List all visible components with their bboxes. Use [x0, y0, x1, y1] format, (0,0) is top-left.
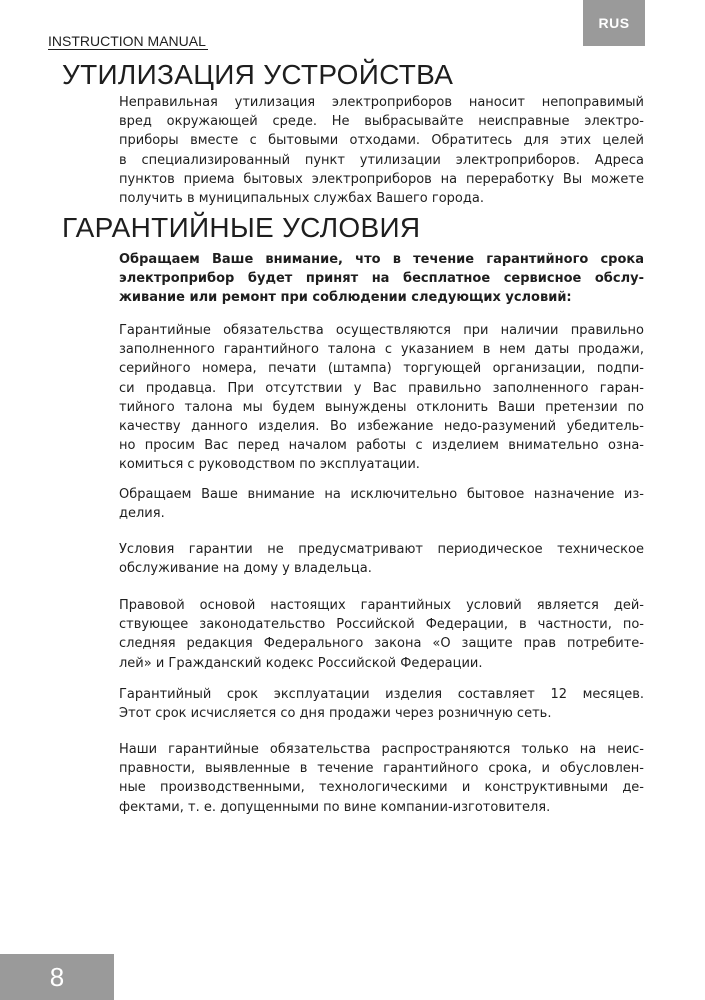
page-number: 8	[0, 954, 114, 1000]
text-line: Неправильная утилизация электроприборов наносит непоправимый	[119, 95, 644, 110]
text-line: Гарантийный срок эксплуатации изделия составляет 12 месяцев.	[119, 687, 644, 702]
text-line: Обращаем Ваше внимание, что в течение гарантийного срока	[119, 252, 644, 267]
warranty-intro	[119, 250, 644, 308]
text-line: приборы вместе с бытовыми отходами. Обратитесь для этих целей	[119, 133, 644, 149]
text-line: Гарантийные обязательства осуществляются при наличии правильно	[119, 323, 644, 338]
warranty-heading: ГАРАНТИЙНЫЕ УСЛОВИЯ	[62, 212, 421, 243]
text-line: заполненного гарантийного талона с указанием в нем даты продажи,	[119, 342, 644, 358]
text-line: тийного талона мы будем вынуждены отклонить Ваши претензии по	[119, 399, 644, 415]
text-line: Наши гарантийные обязательства распространяются только на неис-	[119, 742, 644, 757]
disposal-heading: УТИЛИЗАЦИЯ УСТРОЙСТВА	[62, 59, 454, 90]
text-line: комиться с руководством по эксплуатации.	[119, 457, 420, 473]
manual-label: INSTRUCTION MANUAL	[48, 33, 206, 49]
text-line: ствующее законодательство Российской Федерации, в частности, по-	[119, 617, 644, 633]
text-line: вред окружающей среде. Не выбрасывайте неисправные электро-	[119, 114, 644, 130]
text-line: серийного номера, печати (штампа) торгующей организации, подпи-	[119, 361, 644, 377]
text-line: пунктов приема бытовых электроприборов на переработку Вы можете	[119, 171, 644, 187]
warranty-paragraph-scope	[119, 740, 644, 817]
text-line: получить в муниципальных службах Вашего города.	[119, 190, 484, 206]
warranty-paragraph-household	[119, 485, 644, 523]
text-line: си продавца. При отсутствии у Вас правильно заполненного гаран-	[119, 380, 644, 396]
text-line: фектами, т. е. допущенными по вине компании-изготовителя.	[119, 799, 551, 815]
text-line: Правовой основой настоящих гарантийных условий является дей-	[119, 598, 644, 613]
language-badge: RUS	[583, 0, 645, 46]
text-line: электроприбор будет принят на бесплатное сервисное обслу-	[119, 271, 644, 287]
text-line: в специализированный пункт утилизации электроприборов. Адреса	[119, 152, 644, 168]
text-line: следняя редакция Федерального закона «О защите прав потребите-	[119, 636, 644, 652]
warranty-paragraph-term	[119, 685, 644, 723]
text-line: но просим Вас перед началом работы с изделием внимательно озна-	[119, 438, 644, 454]
text-line: Условия гарантии не предусматривают периодическое техническое	[119, 542, 644, 557]
text-line: лей» и Гражданский кодекс Российской Федерации.	[119, 655, 483, 671]
disposal-text	[119, 93, 644, 208]
text-line: правности, выявленные в течение гарантийного срока, и обусловлен-	[119, 761, 644, 777]
text-line: обслуживание на дому у владельца.	[119, 561, 372, 577]
warranty-paragraph-maintenance	[119, 540, 644, 578]
text-line: живание или ремонт при соблюдении следующих условий:	[119, 290, 572, 306]
warranty-paragraph-legal	[119, 596, 644, 673]
text-line: качеству данного изделия. Во избежание недо-разумений убедитель-	[119, 418, 644, 434]
text-line: ные производственными, технологическими и конструктивными де-	[119, 780, 644, 796]
text-line: Этот срок исчисляется со дня продажи через розничную сеть.	[119, 706, 552, 722]
text-line: Обращаем Ваше внимание на исключительно бытовое назначение из-	[119, 487, 644, 502]
text-line: делия.	[119, 506, 165, 522]
warranty-paragraph-coupon	[119, 321, 644, 475]
